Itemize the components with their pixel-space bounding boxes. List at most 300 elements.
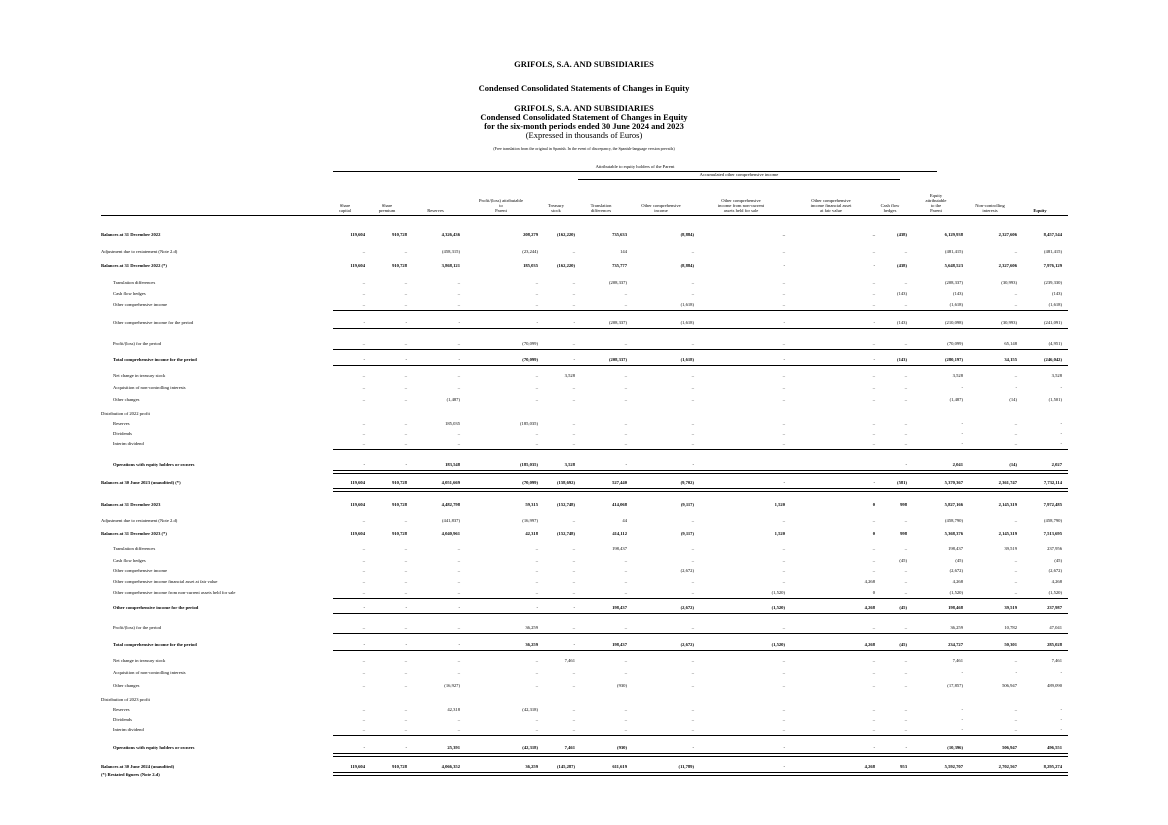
table-cell: – xyxy=(691,658,694,663)
table-cell: – xyxy=(457,670,460,675)
table-cell: – xyxy=(404,707,407,712)
table-cell: – xyxy=(457,717,460,722)
row-label: Dividends xyxy=(113,431,132,436)
header-statement: Condensed Consolidated Statement of Changes in Equity xyxy=(480,112,688,122)
table-cell: 2,145,319 xyxy=(998,502,1017,507)
table-cell: – xyxy=(872,727,875,732)
table-cell: 2,702,567 xyxy=(998,764,1017,769)
table-row xyxy=(0,440,1168,448)
table-cell: (185,035) xyxy=(520,462,538,467)
table-cell: – xyxy=(904,579,907,584)
table-cell: – xyxy=(691,683,694,688)
table-cell: 2,145,319 xyxy=(998,531,1017,536)
table-cell: 59,315 xyxy=(525,502,538,507)
column-header: Other comprehensive income xyxy=(641,203,681,213)
table-cell: 1,520 xyxy=(774,502,785,507)
table-cell: (1,618) xyxy=(680,357,694,362)
table-cell: – xyxy=(457,341,460,346)
table-cell: – xyxy=(457,558,460,563)
row-label: Balances at 31 December 2022 (*) xyxy=(101,263,167,268)
table-cell: – xyxy=(404,441,407,446)
table-cell: – xyxy=(457,431,460,436)
table-cell: – xyxy=(691,727,694,732)
table-cell: 47,041 xyxy=(1049,625,1062,630)
table-cell: – xyxy=(404,341,407,346)
column-header: Reserves xyxy=(427,208,444,213)
table-cell: – xyxy=(691,717,694,722)
table-cell: (458,790) xyxy=(1044,518,1062,523)
table-cell: – xyxy=(362,658,365,663)
table-cell: – xyxy=(782,625,785,630)
table-cell: – xyxy=(404,579,407,584)
table-cell: – xyxy=(535,717,538,722)
table-cell: 237,956 xyxy=(1047,546,1062,551)
table-cell: – xyxy=(362,397,365,402)
table-cell: – xyxy=(404,302,407,307)
table-cell: – xyxy=(362,291,365,296)
table-cell: – xyxy=(457,727,460,732)
table-cell: - xyxy=(363,745,365,750)
table-cell: – xyxy=(691,518,694,523)
header-rule xyxy=(101,215,1068,216)
table-cell: – xyxy=(457,280,460,285)
table-cell: - xyxy=(405,605,407,610)
table-cell: – xyxy=(904,341,907,346)
column-header: Treasury stock xyxy=(547,203,565,213)
total-rule xyxy=(333,365,1068,366)
table-cell: – xyxy=(872,658,875,663)
table-cell: 7,461 xyxy=(952,658,963,663)
table-cell: – xyxy=(404,717,407,722)
table-cell: – xyxy=(362,341,365,346)
table-cell: 5,368,376 xyxy=(944,531,963,536)
table-cell: – xyxy=(782,558,785,563)
table-cell: – xyxy=(904,302,907,307)
table-cell: – xyxy=(691,670,694,675)
table-cell: – xyxy=(872,373,875,378)
table-cell: – xyxy=(362,302,365,307)
table-cell: – xyxy=(572,302,575,307)
table-cell: 735,777 xyxy=(612,263,627,268)
table-cell: – xyxy=(457,385,460,390)
table-cell: 735,633 xyxy=(612,232,627,237)
table-row xyxy=(0,706,1168,714)
table-row xyxy=(0,319,1168,327)
table-cell: (1,487) xyxy=(949,397,963,402)
table-cell: – xyxy=(872,518,875,523)
table-cell: – xyxy=(782,421,785,426)
table-cell: - xyxy=(405,357,407,362)
row-label: Adjustment due to restatement (Note 2.d) xyxy=(101,249,178,254)
table-cell: 208,279 xyxy=(523,232,538,237)
table-cell: 198,468 xyxy=(948,605,963,610)
table-cell: (70,099) xyxy=(947,341,963,346)
table-cell: – xyxy=(572,385,575,390)
row-label: Net change in treasury stock xyxy=(113,658,166,663)
header-units: (Expressed in thousands of Euros) xyxy=(525,130,643,140)
table-cell: – xyxy=(782,683,785,688)
table-cell: 3,528 xyxy=(564,373,575,378)
row-label: Reserves xyxy=(113,421,130,426)
table-row xyxy=(0,420,1168,428)
table-cell: – xyxy=(457,291,460,296)
table-cell: (8,884) xyxy=(680,232,694,237)
table-cell: (1,618) xyxy=(949,302,963,307)
table-cell: - xyxy=(1060,441,1062,446)
table-cell: – xyxy=(691,441,694,446)
table-row xyxy=(0,410,1168,418)
table-cell: – xyxy=(362,670,365,675)
total-rule xyxy=(333,650,1068,651)
table-cell: - xyxy=(405,745,407,750)
table-cell: (143) xyxy=(897,291,907,296)
table-cell: – xyxy=(535,385,538,390)
table-cell: – xyxy=(404,373,407,378)
row-label: Total comprehensive income for the period xyxy=(113,357,197,362)
table-cell: – xyxy=(362,625,365,630)
table-cell: (45) xyxy=(899,642,907,647)
table-row xyxy=(0,231,1168,239)
table-cell: – xyxy=(404,658,407,663)
table-cell: - xyxy=(1060,421,1062,426)
table-cell: – xyxy=(572,421,575,426)
row-label: Other changes xyxy=(113,397,140,402)
table-cell: – xyxy=(624,397,627,402)
table-cell: – xyxy=(535,579,538,584)
table-cell: (930) xyxy=(617,745,627,750)
table-cell: 198,437 xyxy=(612,642,627,647)
total-rule xyxy=(333,613,1068,614)
table-cell: (143) xyxy=(897,357,907,362)
table-cell: 8,457,544 xyxy=(1043,232,1062,237)
table-cell: – xyxy=(404,249,407,254)
table-cell: (70,099) xyxy=(522,480,538,485)
table-cell: - xyxy=(873,480,875,485)
table-cell: 119,604 xyxy=(350,502,365,507)
table-cell: 119,604 xyxy=(350,531,365,536)
table-cell: - xyxy=(692,745,694,750)
column-header: Non-controlling interests xyxy=(975,203,1005,213)
table-cell: 2,327,606 xyxy=(998,263,1017,268)
table-cell: 3,528 xyxy=(952,373,963,378)
table-row xyxy=(0,340,1168,348)
table-cell: (42,318) xyxy=(522,707,538,712)
table-cell: – xyxy=(404,421,407,426)
table-cell: (143) xyxy=(1052,291,1062,296)
row-label: Other comprehensive income for the period xyxy=(113,605,199,610)
table-cell: – xyxy=(404,683,407,688)
table-cell: 39,519 xyxy=(1004,605,1017,610)
table-cell: – xyxy=(1014,558,1017,563)
table-cell: 910,728 xyxy=(392,502,407,507)
table-row xyxy=(0,716,1168,724)
table-cell: – xyxy=(535,431,538,436)
row-label: Other comprehensive income financial asset at fair value xyxy=(113,579,218,584)
table-cell: 1,520 xyxy=(774,531,785,536)
table-cell: 119,604 xyxy=(350,263,365,268)
table-cell: (1,520) xyxy=(949,590,963,595)
table-cell: – xyxy=(782,441,785,446)
table-row xyxy=(0,657,1168,665)
table-cell: – xyxy=(457,546,460,551)
table-cell: - xyxy=(405,642,407,647)
row-label: Other changes xyxy=(113,683,140,688)
table-row xyxy=(0,396,1168,404)
table-cell: (14) xyxy=(1009,462,1017,467)
row-label: Distribution of 2023 profit xyxy=(101,697,150,702)
column-header: Profit/(loss) attributable to Parent xyxy=(478,198,523,213)
table-cell: (210,098) xyxy=(945,320,963,325)
table-cell: – xyxy=(362,590,365,595)
table-cell: (581) xyxy=(897,480,907,485)
table-cell: – xyxy=(624,373,627,378)
table-cell: – xyxy=(457,302,460,307)
table-cell: – xyxy=(572,558,575,563)
table-cell: (158,692) xyxy=(557,480,575,485)
table-cell: 50,301 xyxy=(1004,642,1017,647)
table-cell: – xyxy=(362,373,365,378)
table-cell: (9,702) xyxy=(680,480,694,485)
table-cell: - xyxy=(458,605,460,610)
table-cell: (438) xyxy=(897,263,907,268)
table-cell: (930) xyxy=(617,683,627,688)
table-row xyxy=(0,744,1168,752)
table-cell: – xyxy=(572,568,575,573)
table-cell: (162,220) xyxy=(557,263,575,268)
table-cell: – xyxy=(1014,707,1017,712)
column-header: Share capital xyxy=(338,203,352,213)
table-cell: – xyxy=(404,546,407,551)
table-row xyxy=(0,501,1168,509)
row-label: Balances at 30 June 2024 (unaudited) xyxy=(101,764,175,769)
table-cell: 910,728 xyxy=(392,480,407,485)
table-cell: 0 xyxy=(872,590,875,595)
table-cell: – xyxy=(691,625,694,630)
table-cell: 10,782 xyxy=(1004,625,1017,630)
table-cell: – xyxy=(691,397,694,402)
table-cell: – xyxy=(1014,291,1017,296)
table-cell: – xyxy=(624,385,627,390)
table-cell: 5,648,523 xyxy=(944,263,963,268)
table-row xyxy=(0,726,1168,734)
table-row xyxy=(0,301,1168,309)
table-cell: – xyxy=(624,568,627,573)
table-cell: - xyxy=(573,642,575,647)
table-cell: - xyxy=(961,670,963,675)
table-cell: – xyxy=(624,302,627,307)
table-cell: (11,789) xyxy=(678,764,694,769)
table-cell: – xyxy=(782,707,785,712)
table-cell: 144 xyxy=(620,249,627,254)
table-row xyxy=(0,641,1168,649)
table-cell: – xyxy=(872,441,875,446)
table-row xyxy=(0,682,1168,690)
table-cell: (70,099) xyxy=(522,357,538,362)
table-row xyxy=(0,430,1168,438)
table-cell: – xyxy=(872,717,875,722)
row-label: Adjustment due to restatement (Note 2.d) xyxy=(101,518,178,523)
table-cell: – xyxy=(362,441,365,446)
table-cell: - xyxy=(1060,707,1062,712)
table-cell: 910,728 xyxy=(392,764,407,769)
table-cell: – xyxy=(691,291,694,296)
table-cell: - xyxy=(783,764,785,769)
table-cell: (16,997) xyxy=(522,518,538,523)
table-cell: – xyxy=(404,558,407,563)
table-cell: – xyxy=(872,397,875,402)
table-cell: – xyxy=(782,232,785,237)
table-cell: – xyxy=(624,441,627,446)
table-cell: – xyxy=(904,590,907,595)
table-cell: – xyxy=(904,625,907,630)
column-header: Share premium xyxy=(378,203,396,213)
table-cell: – xyxy=(782,717,785,722)
table-row xyxy=(0,696,1168,704)
table-cell: – xyxy=(872,568,875,573)
table-cell: – xyxy=(404,385,407,390)
total-rule xyxy=(333,598,1068,599)
table-row xyxy=(0,578,1168,586)
table-cell: - xyxy=(363,320,365,325)
table-cell: – xyxy=(535,441,538,446)
table-row xyxy=(0,479,1168,487)
table-cell: (1,520) xyxy=(1048,590,1062,595)
table-cell: – xyxy=(572,280,575,285)
table-cell: – xyxy=(872,546,875,551)
table-cell: – xyxy=(872,385,875,390)
table-cell: – xyxy=(362,546,365,551)
table-cell: 42,318 xyxy=(525,531,538,536)
table-cell: – xyxy=(872,670,875,675)
column-header: Other comprehensive income from non-current assets held for sale xyxy=(717,198,765,213)
table-cell: – xyxy=(904,441,907,446)
table-cell: – xyxy=(691,373,694,378)
table-cell: – xyxy=(782,373,785,378)
header-period: for the six-month periods ended 30 June 2024 and 2023 xyxy=(484,121,684,131)
table-cell: - xyxy=(961,385,963,390)
table-cell: – xyxy=(872,249,875,254)
table-cell: – xyxy=(872,341,875,346)
table-cell: 2,041 xyxy=(952,462,963,467)
table-cell: – xyxy=(572,518,575,523)
table-cell: 5,592,707 xyxy=(944,764,963,769)
table-cell: – xyxy=(624,625,627,630)
row-label: Balances at 30 June 2023 (unaudited) (*) xyxy=(101,480,181,485)
table-cell: – xyxy=(404,280,407,285)
table-cell: 36,259 xyxy=(525,764,538,769)
table-cell: 414,112 xyxy=(612,531,627,536)
table-cell: - xyxy=(573,357,575,362)
table-cell: 4,268 xyxy=(864,605,875,610)
table-cell: (208,337) xyxy=(609,357,627,362)
total-rule xyxy=(333,633,1068,634)
table-cell: 198,437 xyxy=(948,546,963,551)
table-cell: - xyxy=(1060,717,1062,722)
table-cell: – xyxy=(782,670,785,675)
table-row xyxy=(0,763,1168,771)
table-cell: 998 xyxy=(900,531,907,536)
table-cell: 414,068 xyxy=(612,502,627,507)
table-row xyxy=(0,557,1168,565)
table-cell: – xyxy=(904,249,907,254)
total-rule xyxy=(333,735,1068,736)
table-cell: 4,040,961 xyxy=(441,531,460,536)
table-cell: 7,461 xyxy=(564,745,575,750)
table-cell: – xyxy=(904,568,907,573)
table-cell: – xyxy=(624,717,627,722)
table-cell: - xyxy=(692,462,694,467)
table-cell: – xyxy=(782,397,785,402)
table-cell: 234,727 xyxy=(948,642,963,647)
table-cell: – xyxy=(404,670,407,675)
table-cell: – xyxy=(404,625,407,630)
table-cell: (481,415) xyxy=(945,249,963,254)
row-label: Translation differences xyxy=(113,546,156,551)
table-cell: - xyxy=(1060,431,1062,436)
table-cell: – xyxy=(691,421,694,426)
table-cell: 0 xyxy=(872,502,875,507)
table-cell: 36,259 xyxy=(525,642,538,647)
group-oci-line xyxy=(578,179,900,180)
table-cell: – xyxy=(457,568,460,573)
table-cell: – xyxy=(535,291,538,296)
table-cell: – xyxy=(782,546,785,551)
table-cell: – xyxy=(457,373,460,378)
table-cell: – xyxy=(691,579,694,584)
table-cell: – xyxy=(872,291,875,296)
table-row xyxy=(0,604,1168,612)
table-cell: - xyxy=(783,320,785,325)
table-cell: 3,868,121 xyxy=(441,263,460,268)
row-label: Other comprehensive income for the period xyxy=(113,320,194,325)
table-cell: 7,513,695 xyxy=(1043,531,1062,536)
table-row xyxy=(0,356,1168,364)
table-cell: – xyxy=(362,385,365,390)
table-cell: – xyxy=(362,727,365,732)
table-cell: – xyxy=(362,558,365,563)
row-label: Profit/(loss) for the period xyxy=(113,625,162,630)
table-cell: – xyxy=(404,568,407,573)
table-cell: – xyxy=(904,431,907,436)
table-cell: (23,244) xyxy=(522,249,538,254)
table-cell: (246,042) xyxy=(1044,357,1062,362)
total-rule xyxy=(333,449,1068,450)
table-cell: – xyxy=(782,658,785,663)
table-cell: 5,370,367 xyxy=(944,480,963,485)
row-label: Dividends xyxy=(113,717,132,722)
table-cell: (30,993) xyxy=(1001,280,1017,285)
table-cell: 4,268 xyxy=(864,579,875,584)
table-cell: 39,519 xyxy=(1004,546,1017,551)
table-cell: - xyxy=(363,357,365,362)
table-cell: 4,326,436 xyxy=(441,232,460,237)
table-cell: – xyxy=(624,291,627,296)
row-label: Cash flow hedges xyxy=(113,558,146,563)
table-cell: – xyxy=(782,568,785,573)
table-cell: (143) xyxy=(953,291,963,296)
table-cell: - xyxy=(961,441,963,446)
table-cell: 2,361,747 xyxy=(998,480,1017,485)
table-cell: 506,947 xyxy=(1002,683,1017,688)
table-cell: – xyxy=(1014,658,1017,663)
table-cell: – xyxy=(1014,579,1017,584)
table-cell: 7,461 xyxy=(564,658,575,663)
table-cell: – xyxy=(572,431,575,436)
table-cell: (16,927) xyxy=(444,683,460,688)
table-cell: - xyxy=(873,320,875,325)
table-cell: - xyxy=(573,320,575,325)
table-cell: 119,604 xyxy=(350,232,365,237)
